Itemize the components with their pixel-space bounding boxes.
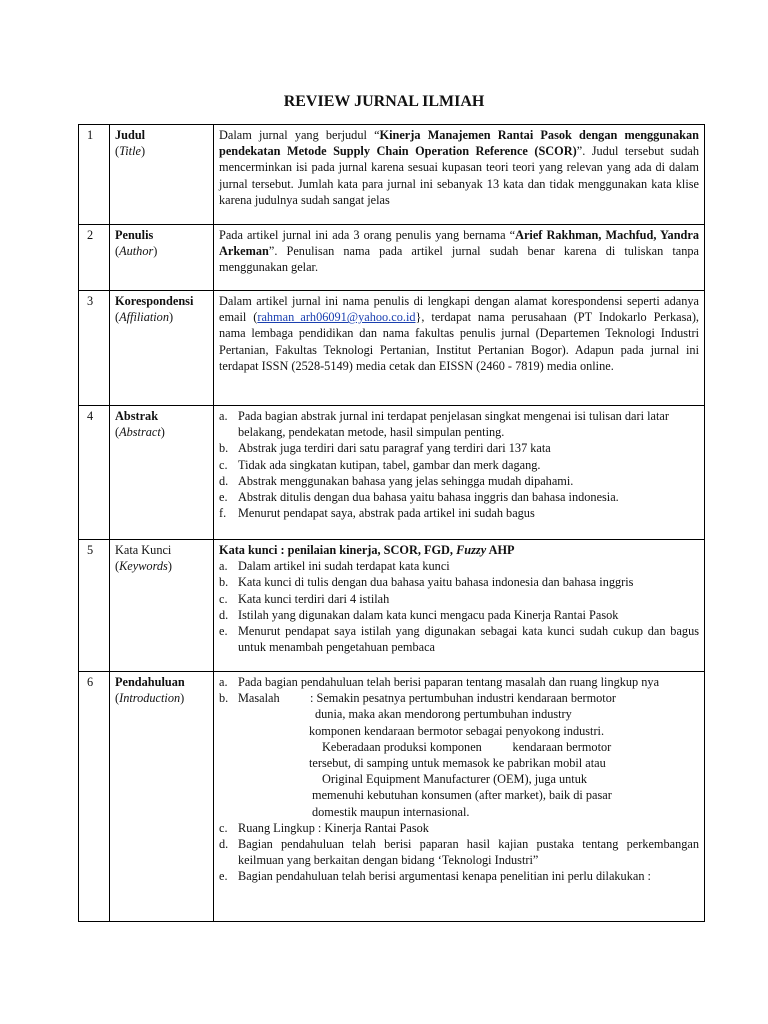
- list-item: f. Menurut pendapat saya, abstrak pada artikel ini sudah bagus: [219, 506, 535, 521]
- label-title: Pendahuluan: [115, 675, 185, 689]
- review-table: [78, 124, 705, 922]
- table-row: [79, 291, 705, 406]
- row-number: 4: [79, 406, 110, 540]
- list-item: d. Bagian pendahuluan telah berisi paparan hasil kajian pustaka tentang perkembangan keilmuan yang berkaitan dengan bidang ‘Teknologi Industri”: [219, 837, 699, 868]
- label-english: (Abstract): [115, 425, 165, 440]
- table-row: [79, 406, 705, 540]
- keywords-list: [219, 558, 699, 655]
- row-number: 3: [79, 291, 110, 406]
- abstract-list: [219, 408, 699, 521]
- list-item: d. Abstrak menggunakan bahasa yang jelas sehingga mudah dipahami.: [219, 473, 574, 488]
- row-content: [214, 540, 705, 672]
- row-number: 5: [79, 540, 110, 672]
- row-label: [110, 225, 214, 291]
- list-item: a. Pada bagian pendahuluan telah berisi paparan tentang masalah dan ruang lingkup nya: [219, 675, 660, 689]
- list-item: c. Tidak ada singkatan kutipan, tabel, gambar dan merk dagang.: [219, 457, 541, 472]
- document-title: REVIEW JURNAL ILMIAH: [283, 93, 485, 110]
- table-row: [79, 225, 705, 291]
- label-title: Abstrak: [115, 409, 159, 423]
- list-item: e. Abstrak ditulis dengan dua bahasa yaitu bahasa inggris dan bahasa indonesia.: [219, 490, 619, 505]
- row-label: [110, 540, 214, 672]
- row-number: 2: [79, 225, 110, 291]
- list-item: a. Pada bagian abstrak jurnal ini terdapat penjelasan singkat mengenai isi tulisan dari latar belakang, pendekatan metode, hasil simpulan penting.: [219, 409, 669, 440]
- row-number: 6: [79, 672, 110, 922]
- table-row: [79, 125, 705, 225]
- list-item: b. Kata kunci di tulis dengan dua bahasa yaitu bahasa indonesia dan bahasa inggris: [219, 575, 634, 590]
- list-item: c. Ruang Lingkup : Kinerja Rantai Pasok: [219, 820, 429, 835]
- row-content: Dalam artikel jurnal ini nama penulis di lengkapi dengan alamat korespondensi seperti adanya email (rahman_arh06091@yahoo.co.id}, terdapat nama perusahaan (PT Indokarlo Perkasa), nama lembaga pendidikan dan nama fakultas penulis jurnal (Departemen Teknologi Industri Pertanian, Fakultas Teknologi Pertanian, Institut Pertanian Bogor). Adapun pada jurnal ini terdapat ISSN (2528-5149) media cetak dan EISSN (2460 - 7819) media online.: [214, 291, 705, 406]
- label-title: Korespondensi: [115, 294, 194, 308]
- label-title: Judul: [115, 128, 146, 142]
- label-title: Kata Kunci: [115, 543, 172, 557]
- list-item: a. Dalam artikel ini sudah terdapat kata kunci: [219, 559, 450, 574]
- list-item: b. Abstrak juga terdiri dari satu paragraf yang terdiri dari 137 kata: [219, 441, 551, 456]
- introduction-list: [219, 674, 699, 885]
- row-content: [214, 672, 705, 922]
- label-english: (Affiliation): [115, 310, 174, 325]
- list-item: e. Menurut pendapat saya istilah yang digunakan sebagai kata kunci sudah cukup dan bagus untuk menambah pengetahuan pembaca: [219, 624, 699, 655]
- list-item-masalah: b. Masalah : Semakin pesatnya pertumbuhan industri kendaraan bermotor dunia, maka akan mendorong pertumbuhan industry komponen kendaraan bermotor sebagai penyokong industri. Keberadaan produksi komponen kendaraan bermotor tersebut, di samping untuk memasok ke pabrikan mobil atau Original Equipment Manufacturer (OEM), juga untuk memenuhi kebutuhan konsumen (after market), baik di pasar domestik maupun internasional.: [219, 691, 616, 819]
- row-label: [110, 406, 214, 540]
- row-content: [214, 406, 705, 540]
- table-row: [79, 672, 705, 922]
- row-label: [110, 291, 214, 406]
- label-english: (Introduction): [115, 691, 185, 706]
- email-link[interactable]: rahman_arh06091@yahoo.co.id: [257, 310, 416, 325]
- label-english: (Title): [115, 144, 146, 159]
- list-item: e. Bagian pendahuluan telah berisi argumentasi kenapa penelitian ini perlu dilakukan :: [219, 869, 651, 884]
- row-number: 1: [79, 125, 110, 225]
- row-label: [110, 125, 214, 225]
- row-content: Pada artikel jurnal ini ada 3 orang penulis yang bernama “Arief Rakhman, Machfud, Yandra Arkeman”. Penulisan nama pada artikel jurnal sudah benar karena di tuliskan tanpa menggunakan gelar.: [214, 225, 705, 291]
- label-english: (Author): [115, 244, 158, 259]
- table-row: [79, 540, 705, 672]
- list-item: d. Istilah yang digunakan dalam kata kunci mengacu pada Kinerja Rantai Pasok: [219, 607, 619, 622]
- keywords-heading: Kata kunci : penilaian kinerja, SCOR, FGD, Fuzzy AHP: [219, 543, 515, 557]
- label-title: Penulis: [115, 228, 154, 242]
- label-english: (Keywords): [115, 559, 172, 574]
- row-content: Dalam jurnal yang berjudul “Kinerja Manajemen Rantai Pasok dengan menggunakan pendekatan Metode Supply Chain Operation Reference (SCOR)”. Judul tersebut sudah mencerminkan isi pada jurnal karena sesuai kupasan teori teori yang relevan yang ada di dalam jurnal tersebut. Jumlah kata para jurnal ini sebanyak 13 kata dan tidak menggunakan kata klise karena judulnya sudah sangat jelas: [214, 125, 705, 225]
- list-item: c. Kata kunci terdiri dari 4 istilah: [219, 591, 390, 606]
- row-label: [110, 672, 214, 922]
